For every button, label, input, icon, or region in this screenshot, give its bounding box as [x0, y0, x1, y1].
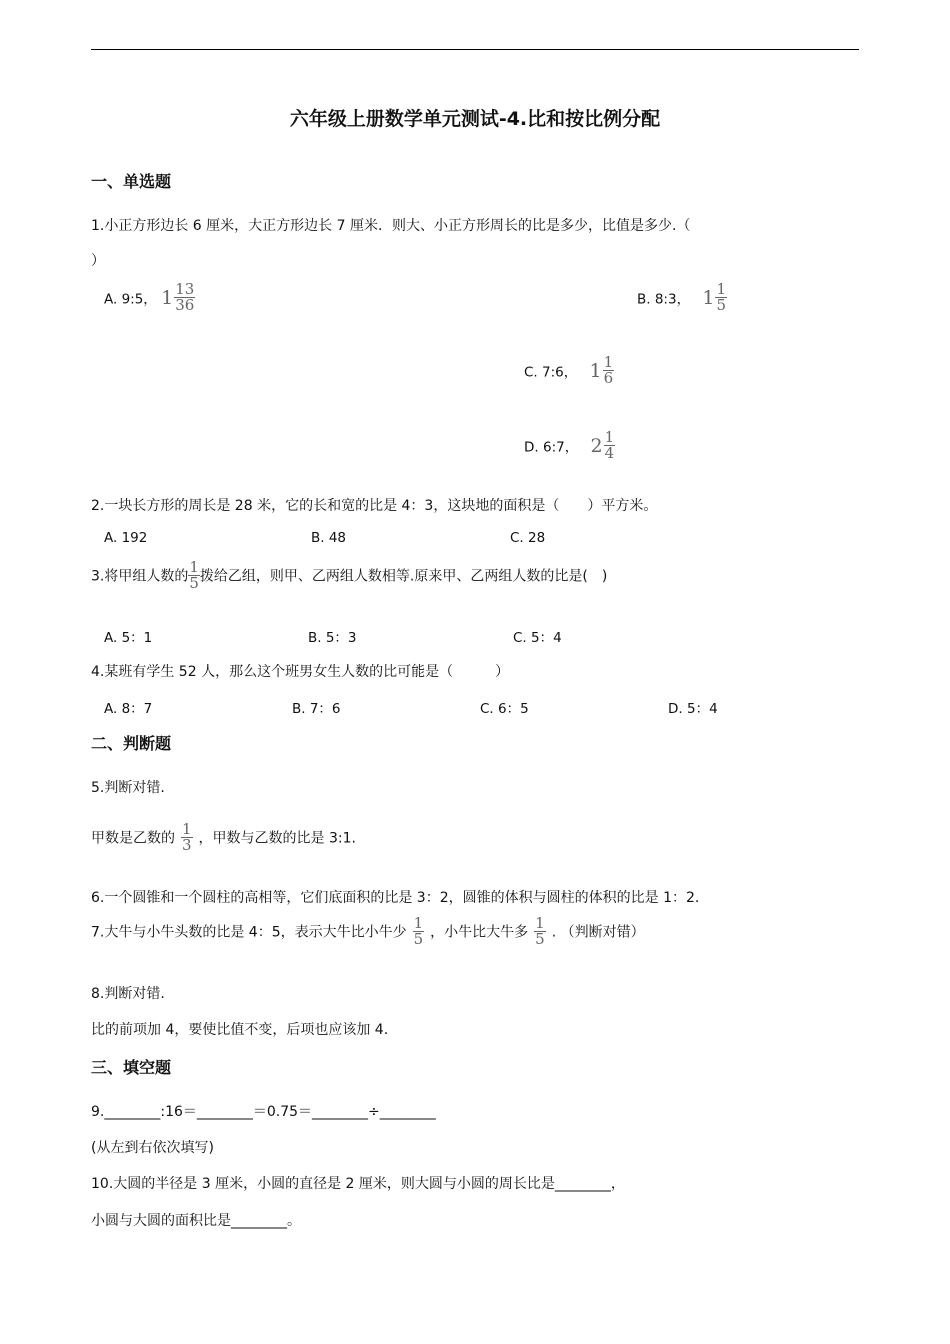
fraction-whole: 1 — [589, 359, 602, 382]
question-7-text — [91, 916, 645, 947]
question-1-option-b[interactable] — [637, 282, 727, 313]
fraction-numerator: 13 — [175, 280, 195, 298]
question-10-text[interactable]: 10.大圆的半径是 3 厘米，小圆的直径是 2 厘米，则大圆与小圆的周长比是________， — [91, 1176, 625, 1192]
fraction-denominator: 3 — [182, 836, 192, 854]
fraction — [534, 916, 546, 947]
mixed-fraction — [590, 355, 615, 386]
fraction-whole: 1 — [702, 286, 715, 309]
page-title: 六年级上册数学单元测试-4.比和按比例分配 — [289, 108, 661, 130]
fraction-denominator: 36 — [175, 296, 195, 314]
fraction-numerator: 1 — [535, 914, 545, 932]
fraction-denominator: 4 — [604, 444, 615, 462]
fraction-whole: 2 — [590, 434, 603, 457]
question-5-text: 5.判断对错. — [91, 780, 165, 796]
section-heading-single-choice: 一、单选题 — [91, 172, 172, 191]
question-3-option-c[interactable]: C. 5：4 — [513, 630, 562, 646]
mixed-fraction — [702, 282, 727, 313]
fraction-whole: 1 — [161, 286, 174, 309]
fraction-denominator: 5 — [535, 930, 545, 948]
question-7-prefix: 7.大牛与小牛头数的比是 4：5，表示大牛比小牛少 — [91, 924, 407, 941]
fraction-numerator: 1 — [189, 558, 199, 576]
question-7-suffix: . （判断对错） — [551, 924, 645, 941]
mixed-fraction — [591, 430, 616, 461]
question-9-text[interactable]: 9.________:16＝________＝0.75＝________÷________ — [91, 1104, 436, 1120]
question-10-text-cont[interactable]: 小圆与大圆的面积比是________。 — [91, 1213, 301, 1229]
question-1-option-a[interactable] — [104, 282, 195, 313]
question-3-suffix: 拨给乙组，则甲、乙两组人数相等.原来甲、乙两组人数的比是( ) — [199, 568, 608, 585]
fraction-denominator: 5 — [413, 930, 424, 948]
question-4-option-b[interactable]: B. 7：6 — [292, 701, 341, 717]
fraction — [181, 822, 193, 853]
option-label: A. 9:5， — [104, 291, 157, 308]
header-rule — [91, 49, 859, 50]
fraction-numerator: 1 — [182, 820, 192, 838]
question-5-suffix: ，甲数与乙数的比是 3:1. — [198, 830, 356, 847]
question-3-prefix: 3.将甲组人数的 — [91, 568, 189, 585]
question-1-text-cont: ） — [91, 253, 105, 269]
question-9-note: (从左到右依次填写) — [91, 1140, 214, 1156]
question-8-text: 8.判断对错. — [91, 986, 165, 1002]
fraction — [413, 916, 425, 947]
option-label: D. 6:7， — [524, 439, 579, 456]
section-heading-fill-blank: 三、填空题 — [91, 1058, 172, 1077]
question-6-text: 6.一个圆锥和一个圆柱的高相等，它们底面积的比是 3：2，圆锥的体积与圆柱的体积的比是 1：2. — [91, 890, 700, 906]
question-3-option-b[interactable]: B. 5：3 — [308, 630, 357, 646]
question-4-option-d[interactable]: D. 5：4 — [668, 701, 718, 717]
question-1-text: 1.小正方形边长 6 厘米，大正方形边长 7 厘米．则大、小正方形周长的比是多少，比值是多少.（ — [91, 218, 691, 234]
question-4-option-c[interactable]: C. 6：5 — [480, 701, 529, 717]
fraction — [188, 560, 200, 591]
question-2-option-c[interactable]: C. 28 — [510, 530, 546, 546]
question-3-text — [91, 560, 607, 591]
option-label: C. 7:6， — [524, 364, 578, 381]
question-2-option-b[interactable]: B. 48 — [311, 530, 347, 546]
question-5-prefix: 甲数是乙数的 — [91, 830, 175, 847]
mixed-fraction — [161, 282, 195, 313]
question-2-text: 2.一块长方形的周长是 28 米，它的长和宽的比是 4：3，这块地的面积是（ ）平方米。 — [91, 498, 658, 514]
fraction-numerator: 1 — [604, 428, 615, 446]
fraction-denominator: 6 — [603, 369, 614, 387]
question-3-option-a[interactable]: A. 5：1 — [104, 630, 153, 646]
question-2-option-a[interactable]: A. 192 — [104, 530, 148, 546]
fraction-numerator: 1 — [716, 280, 727, 298]
question-7-middle: ，小牛比大牛多 — [430, 924, 529, 941]
question-1-option-c[interactable] — [524, 355, 614, 386]
question-1-option-d[interactable] — [524, 430, 615, 461]
question-4-option-a[interactable]: A. 8：7 — [104, 701, 153, 717]
question-4-text: 4.某班有学生 52 人，那么这个班男女生人数的比可能是（ ） — [91, 664, 510, 680]
fraction-numerator: 1 — [603, 353, 614, 371]
option-label: B. 8:3， — [637, 291, 691, 308]
fraction-denominator: 5 — [189, 574, 199, 592]
section-heading-true-false: 二、判断题 — [91, 734, 172, 753]
question-8-statement: 比的前项加 4，要使比值不变，后项也应该加 4. — [91, 1022, 389, 1038]
fraction-denominator: 5 — [716, 296, 727, 314]
fraction-numerator: 1 — [413, 914, 424, 932]
question-5-statement — [91, 822, 356, 853]
